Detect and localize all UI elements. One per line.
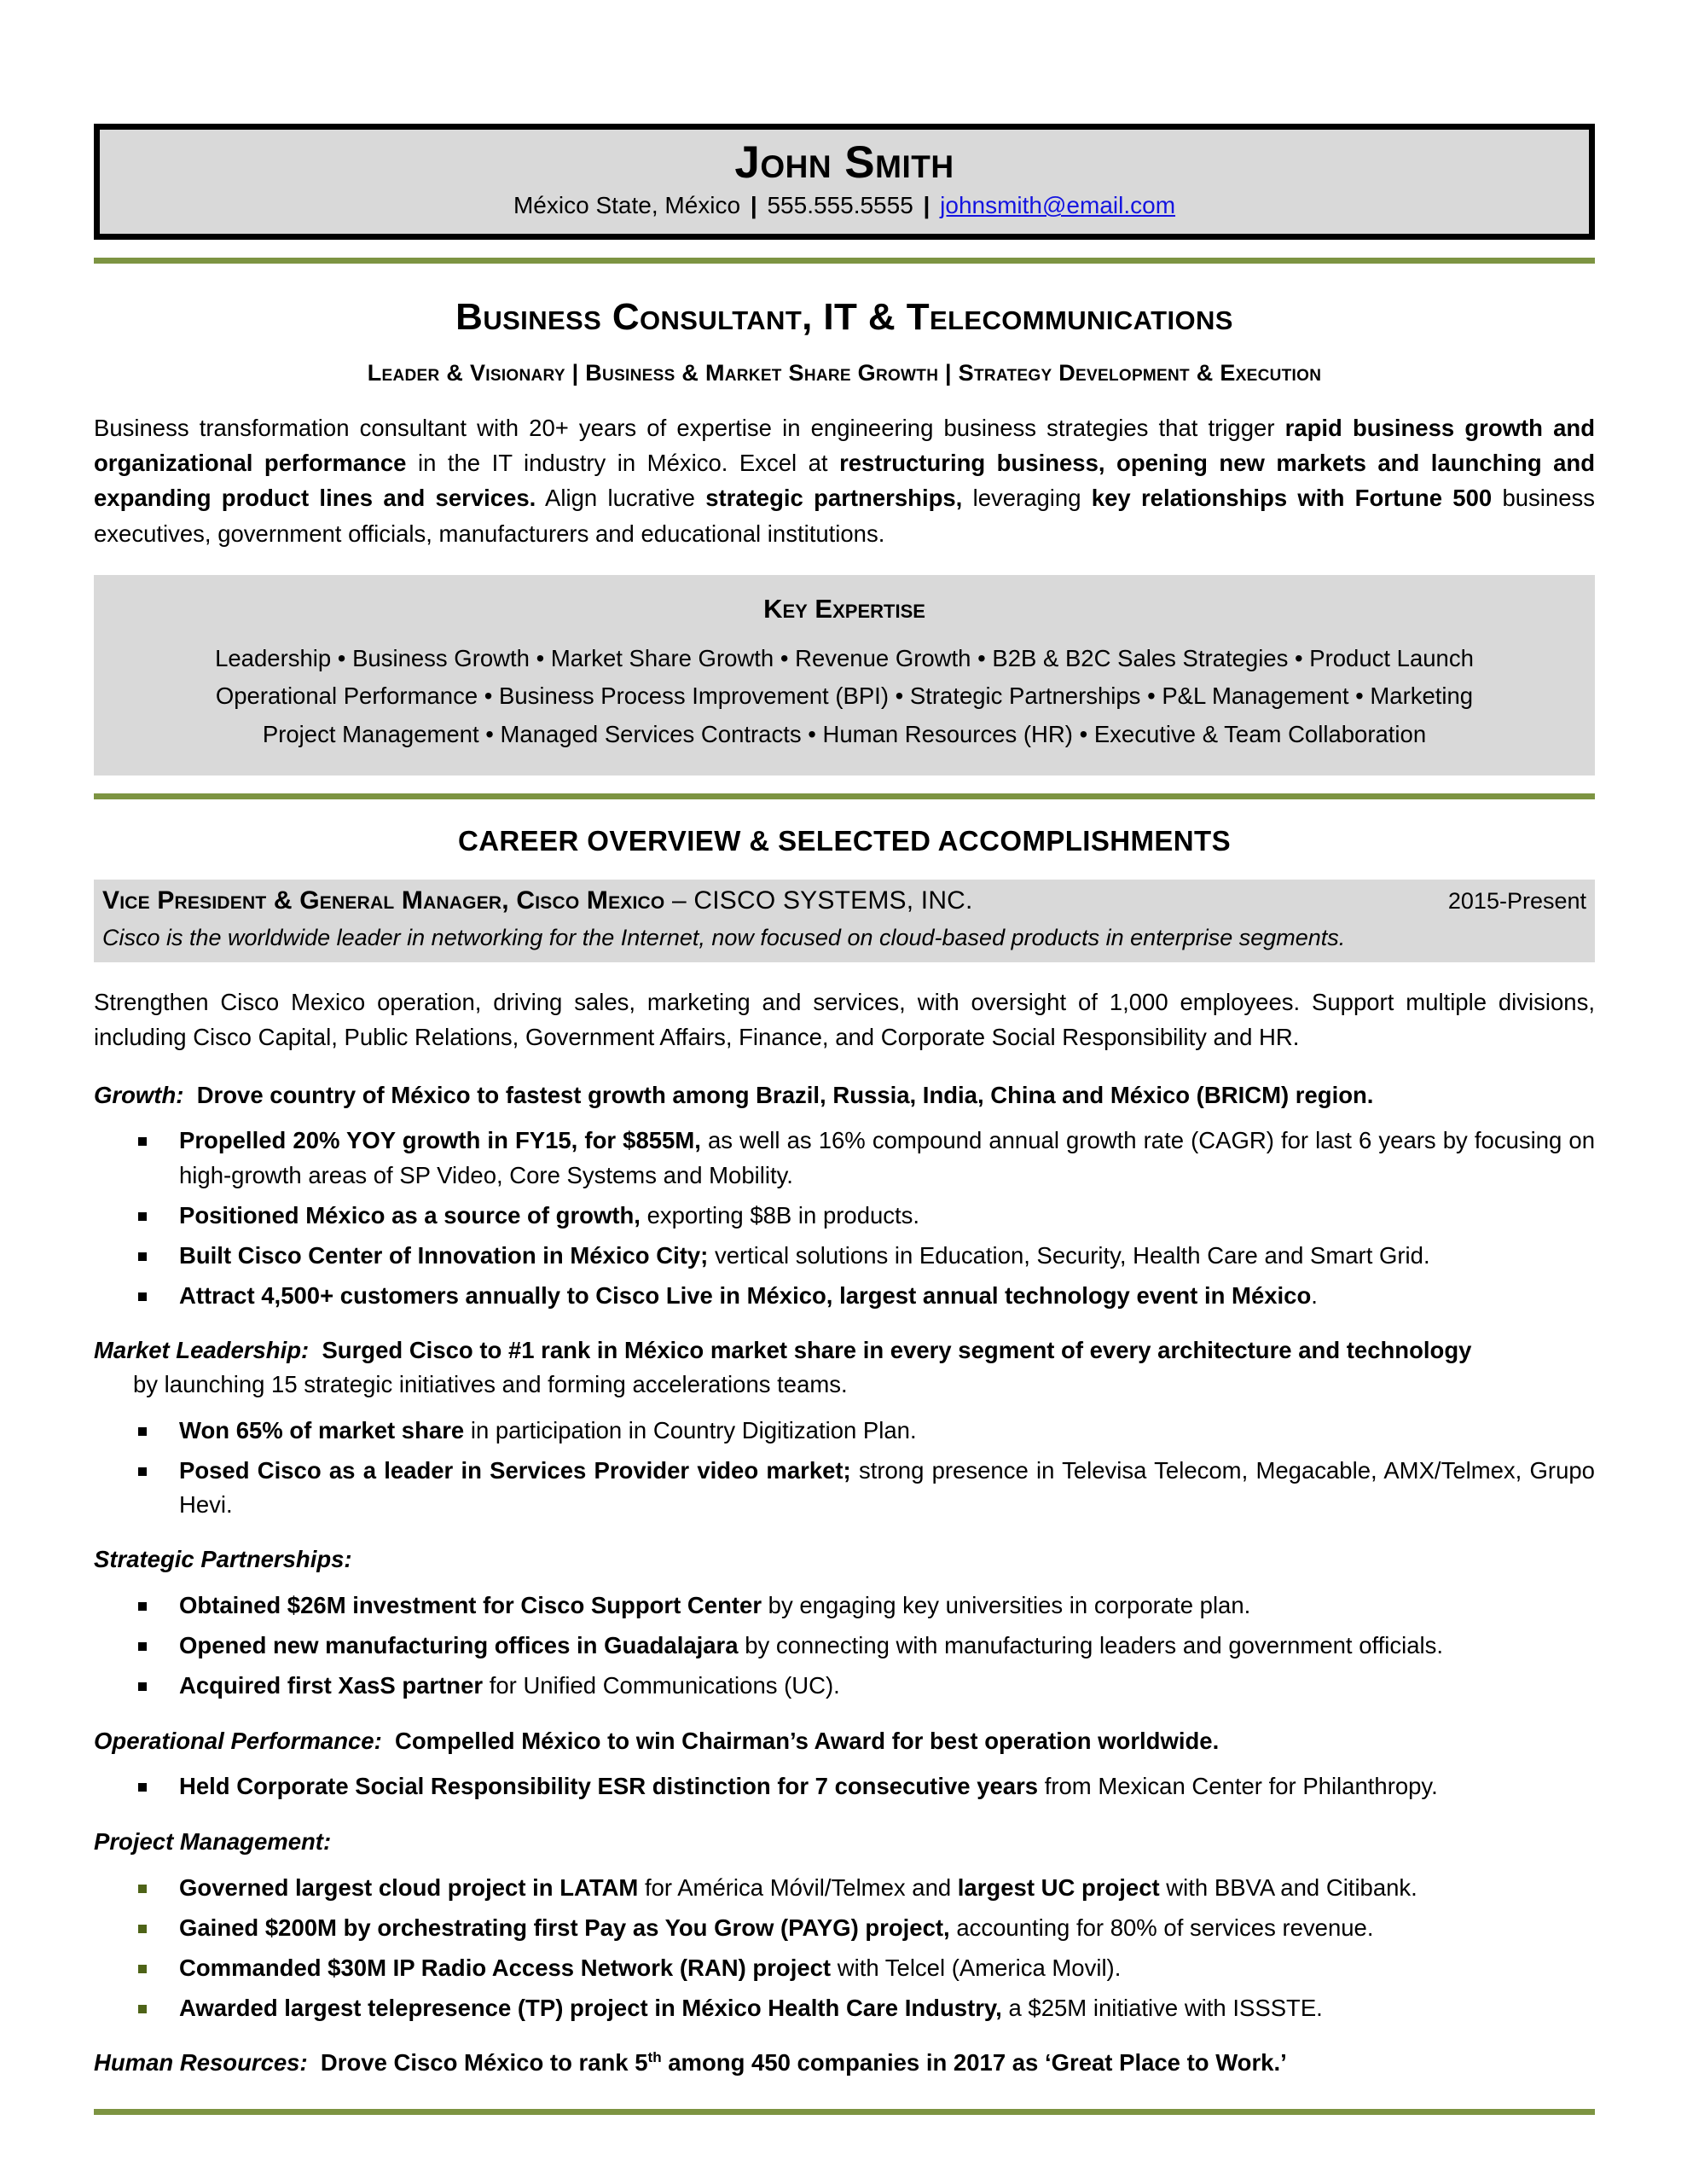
summary-text-2: in the IT industry in México. Excel at (406, 450, 840, 477)
bullet-bold: Attract 4,500+ customers annually to Cisco Live in México, largest annual technology event in México (179, 1282, 1312, 1309)
list-item (94, 1414, 1595, 1448)
job-header-band (94, 880, 1595, 961)
list-item (94, 1279, 1595, 1313)
category-heading (94, 1333, 1595, 1402)
list-item (94, 1199, 1595, 1233)
list-item (94, 1991, 1595, 2025)
header-name-box (94, 124, 1595, 240)
key-expertise-line: Project Management • Managed Services Contracts • Human Resources (HR) • Executive & Team Collaboration (262, 720, 1427, 747)
bullet-bold: Held Corporate Social Responsibility ESR distinction for 7 consecutive years (179, 1773, 1039, 1800)
category-label: Human Resources: (94, 2049, 308, 2077)
bullet-bold: Posed Cisco as a leader in Services Provider video market; (179, 1457, 851, 1484)
bullet-bold: Acquired first XasS partner (179, 1672, 484, 1699)
category-block-market-leadership (94, 1333, 1595, 1522)
bullet-list (94, 1124, 1595, 1313)
bullet-bold: Governed largest cloud project in LATAM (179, 1873, 639, 1901)
divider-rule-bottom (94, 2109, 1595, 2115)
category-heading (94, 1825, 1595, 1859)
bullet-rest: exporting $8B in products. (640, 1201, 920, 1228)
hr-text-a: Drove Cisco México to rank 5 (320, 2049, 648, 2077)
job-title (102, 886, 973, 915)
bullet-rest: strong presence in Televisa Telecom, Megacable, AMX/Telmex, Grupo Hevi. (179, 1457, 1595, 1519)
category-block-operational-performance (94, 1724, 1595, 1804)
bullet-rest: for Unified Communications (UC). (483, 1672, 840, 1699)
key-expertise-box (94, 575, 1595, 776)
bullet-bold: Commanded $30M IP Radio Access Network (RAN) project (179, 1954, 832, 1981)
summary-paragraph (94, 410, 1595, 551)
list-item (94, 1124, 1595, 1192)
list-item (94, 1911, 1595, 1945)
contact-separator-2: | (923, 192, 930, 219)
career-section-title: CAREER OVERVIEW & SELECTED ACCOMPLISHMENTS (457, 825, 1232, 857)
category-heading (94, 1542, 1595, 1577)
category-label: Operational Performance: (94, 1727, 382, 1754)
bullet-bold: Obtained $26M investment for Cisco Support Center (179, 1592, 762, 1619)
bullet-rest: a $25M initiative with ISSSTE. (1001, 1994, 1323, 2021)
list-item (94, 1871, 1595, 1905)
bullet-bold: Propelled 20% YOY growth in FY15, for $855M, (179, 1127, 701, 1154)
bullet-bold: Awarded largest telepresence (TP) project in México Health Care Industry, (179, 1994, 1002, 2021)
bullet-list (94, 1769, 1595, 1804)
summary-text-1: Business transformation consultant with 20+ years of expertise in engineering business strategies that trigger (94, 414, 1285, 441)
list-item (94, 1454, 1595, 1522)
summary-bold-4: key relationships with Fortune 500 (1091, 485, 1493, 512)
category-heading (94, 1724, 1595, 1758)
key-expertise-title: Key Expertise (763, 593, 925, 624)
bullet-rest: from Mexican Center for Philanthropy. (1038, 1773, 1438, 1800)
job-title-dash: – (664, 886, 694, 915)
bullet-bold: Gained $200M by orchestrating first Pay as You Grow (PAYG) project, (179, 1914, 950, 1941)
category-headline: Drove country of México to fastest growth among Brazil, Russia, India, China and México (BRICM) region. (196, 1081, 1374, 1108)
hr-ordinal-suffix: th (647, 2048, 662, 2065)
category-headline-wrap: by launching 15 strategic initiatives and forming accelerations teams. (133, 1371, 848, 1398)
contact-phone: 555.555.5555 (767, 192, 913, 219)
category-label: Market Leadership: (94, 1337, 310, 1364)
category-block-growth (94, 1078, 1595, 1314)
professional-headline: Business Consultant, IT & Telecommunications (455, 296, 1233, 339)
contact-line (100, 190, 1589, 220)
category-block-project-management (94, 1825, 1595, 2025)
divider-rule-career (94, 793, 1595, 799)
job-intro-paragraph: Strengthen Cisco Mexico operation, driving sales, marketing and services, with oversight of 1,000 employees. Support multiple divisions, including Cisco Capital, Public Relations, Government Affairs, Finance, and Corporate Social Responsibility and HR. (94, 988, 1595, 1050)
page-title: John Smith (734, 137, 954, 188)
bullet-bold-2: largest UC project (957, 1873, 1160, 1901)
bullet-list (94, 1414, 1595, 1522)
resume-content (94, 0, 1595, 2115)
hr-text-b: among 450 companies in 2017 as ‘Great Place to Work.’ (661, 2049, 1287, 2077)
bullet-bold: Won 65% of market share (179, 1416, 465, 1443)
list-item (94, 1629, 1595, 1663)
job-dates: 2015-Present (1447, 888, 1586, 915)
bullet-bold: Opened new manufacturing offices in Guadalajara (179, 1632, 739, 1659)
category-headline: Compelled México to win Chairman’s Award for best operation worldwide. (395, 1727, 1220, 1754)
job-company: CISCO SYSTEMS, INC. (693, 886, 973, 915)
list-item (94, 1239, 1595, 1273)
bullet-rest: as well as 16% compound annual growth rate (CAGR) for last 6 years by focusing on high-growth areas of SP Video, Core Systems and Mobility. (179, 1127, 1595, 1188)
category-block-human-resources (94, 2046, 1595, 2080)
bullet-list (94, 1589, 1595, 1703)
bullet-list (94, 1871, 1595, 2026)
bullet-rest: . (1311, 1282, 1318, 1309)
list-item (94, 1669, 1595, 1703)
summary-text-4: leveraging (962, 485, 1092, 512)
summary-text-5: business executives, government officials, manufacturers and educational institutions. (94, 485, 1596, 547)
category-heading (94, 1078, 1595, 1112)
summary-bold-1: rapid business growth and organizational performance (94, 414, 1595, 477)
contact-email-link[interactable]: johnsmith@email.com (940, 192, 1176, 219)
job-title-role: Vice President & General Manager, Cisco Mexico (102, 886, 665, 915)
divider-rule-top (94, 258, 1595, 264)
category-heading (94, 2046, 1595, 2080)
list-item (94, 1951, 1595, 1985)
summary-bold-3: strategic partnerships, (705, 485, 963, 512)
category-block-strategic-partnerships (94, 1542, 1595, 1703)
bullet-rest: vertical solutions in Education, Security, Health Care and Smart Grid. (708, 1241, 1430, 1269)
job-title-row (102, 886, 1586, 915)
bullet-rest-2: with BBVA and Citibank. (1159, 1873, 1417, 1901)
category-label: Project Management: (94, 1827, 332, 1855)
key-expertise-line: Leadership • Business Growth • Market Share Growth • Revenue Growth • B2B & B2C Sales Strategies • Product Launch (215, 644, 1474, 671)
contact-location: México State, México (513, 192, 741, 219)
bullet-rest: in participation in Country Digitization Plan. (464, 1416, 917, 1443)
list-item (94, 1589, 1595, 1623)
bullet-rest: for América Móvil/Telmex and (638, 1873, 958, 1901)
summary-bold-2: restructuring business, opening new markets and launching and expanding product lines and services. (94, 450, 1595, 512)
bullet-rest: accounting for 80% of services revenue. (949, 1914, 1374, 1941)
professional-subheadline: Leader & Visionary | Business & Market Share Growth | Strategy Development & Execution (367, 359, 1322, 386)
category-label: Strategic Partnerships: (94, 1546, 352, 1573)
list-item (94, 1769, 1595, 1804)
bullet-rest: by connecting with manufacturing leaders and government officials. (738, 1632, 1444, 1659)
key-expertise-line: Operational Performance • Business Process Improvement (BPI) • Strategic Partnerships • P&L Management • Marketing (215, 682, 1474, 710)
summary-text-3: Align lucrative (536, 485, 706, 512)
contact-separator-1: | (750, 192, 757, 219)
bullet-rest: with Telcel (America Movil). (831, 1954, 1122, 1981)
category-label: Growth: (94, 1081, 184, 1108)
bullet-bold: Built Cisco Center of Innovation in México City; (179, 1241, 709, 1269)
bullet-bold: Positioned México as a source of growth, (179, 1201, 641, 1228)
bullet-rest: by engaging key universities in corporate plan. (762, 1592, 1251, 1619)
job-company-description: Cisco is the worldwide leader in networking for the Internet, now focused on cloud-based products in enterprise segments. (102, 925, 1346, 951)
category-headline: Surged Cisco to #1 rank in México market share in every segment of every architecture and technology (322, 1337, 1472, 1364)
